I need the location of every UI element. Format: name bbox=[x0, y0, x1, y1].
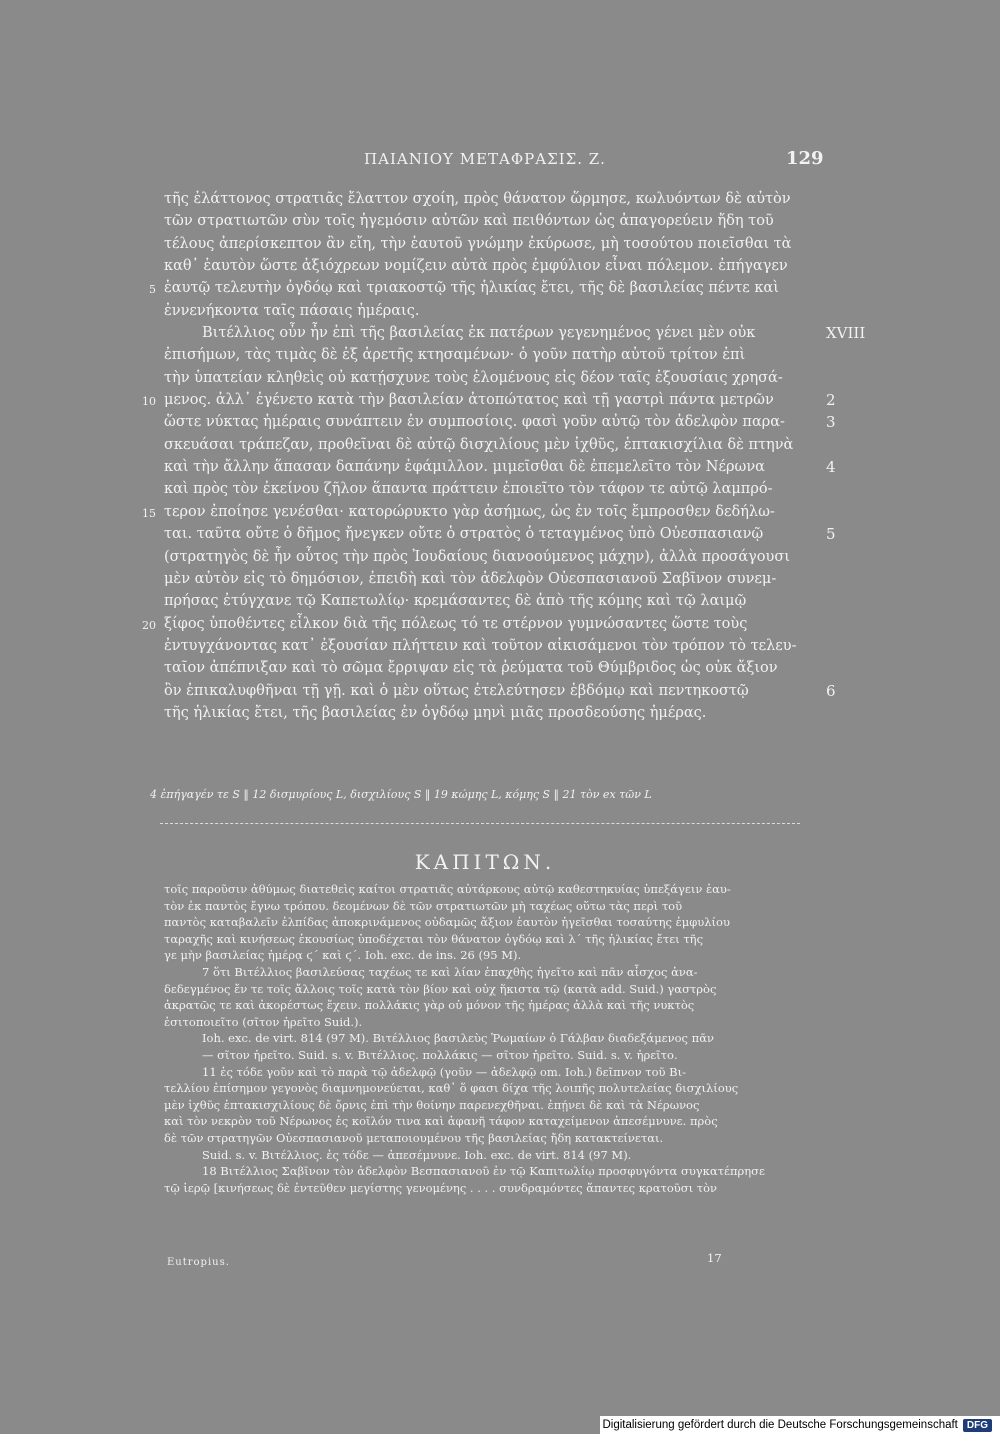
text-line bbox=[164, 546, 819, 568]
running-title: ΠΑΙΑΝΙΟΥ ΜΕΤΑΦΡΑΣΙΣ. Ζ. bbox=[364, 150, 606, 168]
text-line bbox=[164, 322, 866, 344]
line-number: 15 bbox=[142, 506, 156, 520]
text-line-content: τῆς ἡλικίας ἔτει, τῆς βασιλείας ἐν ὀγδόῳ μηνὶ μιᾶς προσδεούσης ἡμέρας. bbox=[164, 704, 707, 721]
attribution-text: Digitalisierung gefördert durch die Deutsche Forschungsgemeinschaft bbox=[602, 1419, 958, 1431]
text-line bbox=[164, 255, 819, 277]
text-line-content: ὂν ἐπικαλυφθῆναι τῇ γῇ. καὶ ὁ μὲν οὕτως ἐτελεύτησεν ἑβδόμῳ καὶ πεντηκοστῷ bbox=[164, 682, 749, 699]
section-number: 6 bbox=[826, 681, 836, 700]
text-line bbox=[164, 456, 836, 478]
fragment-line: 11 ἐς τόδε γοῦν καὶ τὸ παρὰ τῷ ἀδελφῷ (γοῦν — ἀδελφῷ om. Ioh.) δεῖπνον τοῦ Βι- bbox=[202, 1064, 686, 1079]
text-line bbox=[164, 210, 819, 232]
text-line bbox=[164, 367, 819, 389]
fragment-line: δὲ τῶν στρατηγῶν Οὐεσπασιανοῦ μεταποιουμένου τῆς βασιλείας ἤδη κατακτείνεται. bbox=[164, 1130, 664, 1145]
fragment-line: καὶ τὸν νεκρὸν τοῦ Νέρωνος ἐς κοῖλόν τινα καὶ ἀφανῆ τάφον καταχείμενον ἀπεσέμνυνε. πρὸς bbox=[164, 1114, 718, 1129]
text-line bbox=[164, 411, 836, 433]
line-number: 5 bbox=[149, 283, 156, 297]
text-line bbox=[164, 434, 819, 456]
text-line bbox=[164, 680, 836, 702]
fragment-line: Suid. s. v. Βιτέλλιος. ἐς τόδε — ἀπεσέμνυνε. Ioh. exc. de virt. 814 (97 M). bbox=[202, 1147, 632, 1162]
footer-signature: 17 bbox=[707, 1251, 722, 1265]
text-line bbox=[164, 635, 819, 657]
text-line-content: τῶν στρατιωτῶν σὺν τοῖς ἡγεμόσιν αὐτῶν καὶ πειθόντων ὡς ἀπαγορεύειν ἤδη τοῦ bbox=[164, 213, 774, 230]
text-line-content: ἐπισήμων, τὰς τιμὰς δὲ ἐξ ἀρετῆς κτησαμένων· ὁ γοῦν πατὴρ αὐτοῦ τρίτον ἐπὶ bbox=[164, 347, 746, 364]
text-line-content: τὴν ὑπατείαν κληθεὶς οὐ κατῄσχυνε τοὺς ἑλομένους εἰς δέον ταῖς ἐξουσίαις χρησά- bbox=[164, 369, 783, 386]
main-greek-text bbox=[142, 188, 866, 724]
section-number: 2 bbox=[826, 391, 836, 410]
text-line-content: ἐντυγχάνοντας κατ᾿ ἐξουσίαν πλήττειν καὶ τοῦτον αἰκισάμενοι τὸν τρόπον τὸ τελευ- bbox=[164, 637, 797, 654]
section-number: XVIII bbox=[826, 324, 866, 343]
fragment-line: δεδεγμένος ἔν τε τοῖς ἄλλοις τοῖς κατὰ τὸν βίον καὶ οὐχ ἥκιστα τῷ (κατὰ add. Suid.) γαστρὸς bbox=[164, 981, 717, 996]
text-line bbox=[164, 344, 819, 366]
text-line-content: (στρατηγὸς δὲ ἦν οὗτος τὴν πρὸς Ἰουδαίους διανοούμενος μάχην), ἀλλὰ προσάγουσι bbox=[164, 548, 790, 565]
section-number: 3 bbox=[826, 413, 836, 432]
text-line bbox=[164, 590, 819, 612]
fragment-line: ἀκρατῶς τε καὶ ἀκορέστως ἔχειν. πολλάκις γὰρ οὐ μόνον τῆς ἡμέρας ἀλλὰ καὶ τῆς νυκτὸς bbox=[164, 998, 695, 1013]
text-line bbox=[142, 389, 836, 411]
section-number: 5 bbox=[826, 525, 836, 544]
fragment-line: τοῖς παροῦσιν ἀθύμως διατεθεὶς καίτοι στρατιᾶς αὐτάρκους αὐτῷ καθεστηκυίας ὑπεξάγειν ἑαυ- bbox=[164, 882, 731, 896]
text-line-content: Βιτέλλιος οὖν ἦν ἐπὶ τῆς βασιλείας ἐκ πατέρων γεγενημένος γένει μὲν οὐκ bbox=[202, 325, 756, 342]
fragment-line: τελλίου ἐπίσημον γεγονὸς διαμνημονεύεται, καθ᾿ ὅ φασι δίχα τῆς λοιπῆς πολυτελείας δισχιλίους bbox=[164, 1081, 739, 1096]
fragment-line: 18 Βιτέλλιος Σαβῖνον τὸν ἀδελφὸν Βεσπασιανοῦ ἐν τῷ Καπιτωλίῳ προσφυγόντα συγκατέπρησε bbox=[202, 1164, 765, 1179]
text-line-content: τερον ἐποίησε γενέσθαι· κατορώρυκτο γὰρ ἀσήμως, ὡς ἐν τοῖς ἔμπροσθεν δεδήλω- bbox=[164, 503, 775, 520]
text-line bbox=[164, 300, 819, 322]
text-line-content: ἑαυτῷ τελευτὴν ὀγδόῳ καὶ τριακοστῷ τῆς ἡλικίας ἔτει, τῆς δὲ βασιλείας πέντε καὶ bbox=[164, 280, 779, 297]
text-line bbox=[164, 188, 819, 210]
fragment-line: Ioh. exc. de virt. 814 (97 M). Βιτέλλιος βασιλεὺς Ῥωμαίων ὁ Γάλβαν διαδεξάμενος πᾶν bbox=[202, 1031, 714, 1046]
fragment-line: γε μὴν βασιλείας ἡμέρᾳ ϛ΄ καὶ ϛ΄. Ioh. exc. de ins. 26 (95 M). bbox=[164, 948, 522, 963]
line-number: 20 bbox=[142, 618, 156, 632]
text-line-content: σκευάσαι τράπεζαν, προθεῖναι δὲ αὐτῷ δισχιλίους μὲν ἰχθῦς, ἑπτακισχίλια δὲ πτηνὰ bbox=[164, 436, 794, 453]
text-line bbox=[149, 277, 819, 299]
text-line-content: τέλους ἀπερίσκεπτον ἂν εἴη, τὴν ἑαυτοῦ γνώμην ἐκύρωσε, μὴ τοσούτου ποιεῖσθαι τὰ bbox=[164, 235, 792, 252]
page-number: 129 bbox=[786, 148, 824, 169]
critical-apparatus: 4 ἐπήγαγέν τε S ‖ 12 δισμυρίους L, δισχιλίους S ‖ 19 κώμης L, κόμης S ‖ 21 τὸν ex τῶν L bbox=[150, 788, 652, 801]
text-line bbox=[142, 613, 819, 635]
footer-author: Eutropius. bbox=[167, 1257, 230, 1268]
fragment-line: τὸν ἐκ παντὸς ἔγνω τρόπου. δεομένων δὲ τῶν στρατιωτῶν μὴ ταχέως οὕτω τὰς περὶ τοῦ bbox=[164, 898, 683, 913]
text-line-content: μὲν αὐτὸν εἰς τὸ δημόσιον, ἐπειδὴ καὶ τὸν ἀδελφὸν Οὐεσπασιανοῦ Σαβῖνον συνεμ- bbox=[164, 570, 777, 587]
text-line bbox=[164, 657, 819, 679]
text-line bbox=[164, 478, 819, 500]
fragment-line: 7 ὅτι Βιτέλλιος βασιλεύσας ταχέως τε καὶ λίαν ἐπαχθὴς ἡγεῖτο καὶ πᾶν αἶσχος ἀνα- bbox=[202, 964, 698, 979]
text-line bbox=[164, 233, 819, 255]
text-line-content: ὥστε νύκτας ἡμέραις συνάπτειν ἐν συμποσίοις. φασὶ γοῦν αὐτῷ τὸν ἀδελφὸν παρα- bbox=[164, 414, 785, 431]
text-line bbox=[164, 523, 836, 545]
fragment-text bbox=[164, 881, 814, 1196]
dfg-logo-icon: DFG bbox=[963, 1419, 992, 1432]
fragment-line: ἐσιτοποιεῖτο (σῖτον ἡρεῖτο Suid.). bbox=[164, 1014, 363, 1029]
fragment-line: ταραχῆς καὶ κινήσεως ἑκουσίως ὑποδέχεται τὸν θάνατον ὀγδόῳ καὶ λ΄ τῆς ἡλικίας ἔτει τῆς bbox=[164, 931, 704, 946]
fragment-line: μὲν ἰχθῦς ἑπτακισχιλίους δὲ ὄρνις ἐπὶ τὴν θοίνην παρενεχθῆναι. ἐπῄνει δὲ καὶ τὰ Νέρωνος bbox=[164, 1097, 700, 1112]
text-line-content: ἐννενήκοντα ταῖς πάσαις ἡμέραις. bbox=[164, 302, 420, 319]
text-line bbox=[164, 702, 819, 724]
text-line-content: πρήσας ἐτύγχανε τῷ Καπετωλίῳ· κρεμάσαντες δὲ ἀπὸ τῆς κόμης καὶ τῷ λαιμῷ bbox=[164, 593, 747, 610]
text-line-content: ταῖον ἀπέπνιξαν καὶ τὸ σῶμα ἔρριψαν εἰς τὰ ῥεύματα τοῦ Θύμβριδος ὡς οὐκ ἄξιον bbox=[164, 660, 778, 677]
fragment-line: παντὸς καταβαλεῖν ἐλπίδας ἀποκρινάμενος οὐδαμῶς ἄξιον ἑαυτὸν ἡγεῖσθαι τοσαύτης ἐμφυλίου bbox=[164, 915, 730, 930]
text-line-content: τῆς ἐλάττονος στρατιᾶς ἔλαττον σχοίη, πρὸς θάνατον ὥρμησε, κωλυόντων δὲ αὐτὸν bbox=[164, 191, 791, 207]
text-line-content: καὶ τὴν ἄλλην ἅπασαν δαπάνην ἐφάμιλλον. μιμεῖσθαι δὲ ἐπεμελεῖτο τὸν Νέρωνα bbox=[164, 459, 765, 476]
attribution-bar[interactable] bbox=[600, 1416, 1000, 1434]
fragment-line: τῷ ἱερῷ [κινήσεως δὲ ἐντεῦθεν μεγίστης γενομένης . . . . συνδραμόντες ἅπαντες κρατοῦσι τὸν bbox=[164, 1180, 718, 1195]
section-number: 4 bbox=[826, 458, 836, 477]
text-line bbox=[164, 568, 819, 590]
line-number: 10 bbox=[142, 395, 156, 409]
text-line-content: ξίφος ὑποθέντες εἷλκον διὰ τῆς πόλεως τό τε στέρνον γυμνώσαντες ὥστε τοὺς bbox=[164, 615, 748, 632]
text-line-content: ται. ταῦτα οὔτε ὁ δῆμος ἤνεγκεν οὔτε ὁ στρατὸς ὁ τεταγμένος ὑπὸ Οὐεσπασιανῷ bbox=[164, 526, 764, 543]
text-line-content: καθ᾿ ἑαυτὸν ὥστε ἀξιόχρεων νομίζειν αὐτὰ πρὸς ἐμφύλιον εἶναι πόλεμον. ἐπήγαγεν bbox=[164, 258, 788, 275]
text-line-content: καὶ πρὸς τὸν ἐκείνου ζῆλον ἅπαντα πράττειν ἐποιεῖτο τὸν τάφον τε αὐτῷ λαμπρό- bbox=[164, 481, 773, 498]
section-divider bbox=[160, 823, 800, 824]
section-title: ΚΑΠΙΤΩΝ. bbox=[414, 850, 556, 874]
text-line-content: μενος. ἀλλ᾿ ἐγένετο κατὰ τὴν βασιλείαν ἀτοπώτατος καὶ τῇ γαστρὶ πάντα μετρῶν bbox=[164, 392, 774, 409]
fragment-line: — σῖτον ἡρεῖτο. Suid. s. v. Βιτέλλιος. πολλάκις — σῖτον ἡρεῖτο. Suid. s. v. ἡρεῖτο. bbox=[202, 1047, 678, 1062]
text-line bbox=[142, 501, 819, 523]
